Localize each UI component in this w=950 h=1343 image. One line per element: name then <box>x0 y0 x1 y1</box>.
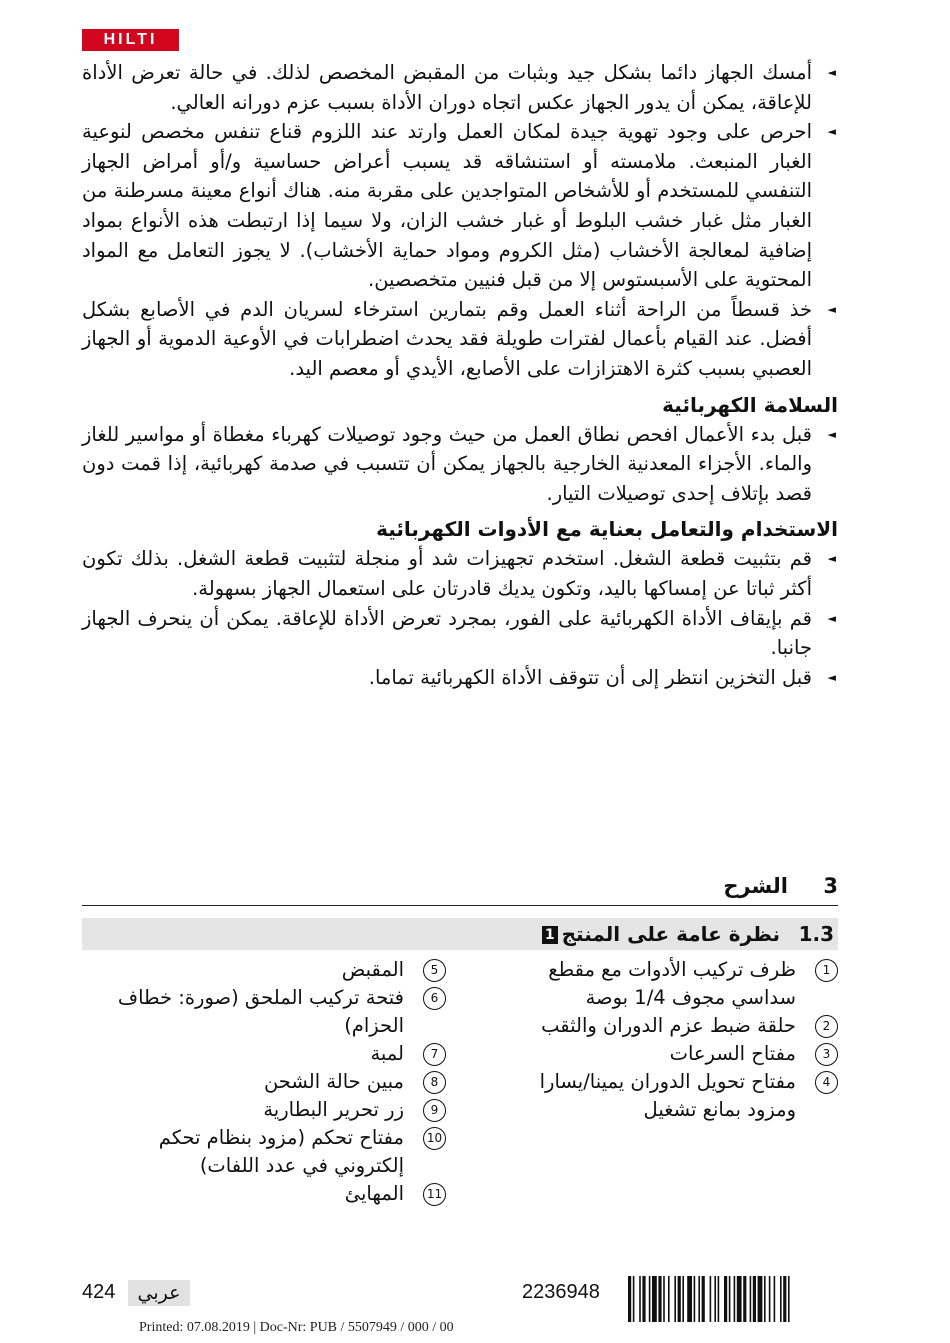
part-item: 11 المهايئ <box>90 1180 446 1208</box>
parts-list-left <box>90 956 446 1208</box>
part-item: 6 فتحة تركيب الملحق (صورة: خطاف الحزام) <box>90 984 446 1040</box>
doc-number: 2236948 <box>522 1281 600 1303</box>
barcode-icon <box>628 1276 838 1322</box>
circled-number-icon: 4 <box>815 1071 838 1094</box>
bullet-arrow-icon: ◄ <box>827 611 836 625</box>
chapter-heading <box>82 871 838 906</box>
part-item: 4 مفتاح تحويل الدوران يمينا/يسارا ومزود بمانع تشغيل <box>530 1068 838 1124</box>
part-item: 8 مبين حالة الشحن <box>90 1068 446 1096</box>
instruction-storage: ◄ قبل التخزين انتظر إلى أن تتوقف الأداة الكهربائية تماما. <box>82 663 838 693</box>
bullet-arrow-icon: ◄ <box>827 427 836 441</box>
circled-number-icon: 10 <box>423 1127 446 1150</box>
chapter-title: الشرح <box>723 874 788 898</box>
bullet-arrow-icon: ◄ <box>827 302 836 316</box>
circled-number-icon: 9 <box>423 1099 446 1122</box>
part-item: 9 زر تحرير البطارية <box>90 1096 446 1124</box>
safety-instructions <box>82 58 838 692</box>
figure-ref-badge: 1 <box>542 926 558 944</box>
print-info: Printed: 07.08.2019 | Doc-Nr: PUB / 5507949 / 000 / 00 <box>139 1320 454 1335</box>
instruction-breaks: ◄ خذ قسطاً من الراحة أثناء العمل وقم بتمارين استرخاء لسريان الدم في الأصابع بشكل أفضل. عند القيام بأعمال لفترات طويلة فقد يحدث اضطرابات في الأوعية الدموية أو الجهاز العصبي بسبب كثرة الاهتزازات على الأصابع، الأيدي أو معصم اليد. <box>82 295 838 384</box>
subsection-bar <box>82 918 838 950</box>
part-item: 10 مفتاح تحكم (مزود بنظام تحكم إلكتروني في عدد اللفات) <box>90 1124 446 1180</box>
circled-number-icon: 6 <box>423 987 446 1010</box>
hilti-logo: HILTI <box>82 29 179 51</box>
circled-number-icon: 1 <box>815 959 838 982</box>
bullet-arrow-icon: ◄ <box>827 670 836 684</box>
circled-number-icon: 7 <box>423 1043 446 1066</box>
circled-number-icon: 3 <box>815 1043 838 1066</box>
part-item: 7 لمبة <box>90 1040 446 1068</box>
circled-number-icon: 5 <box>423 959 446 982</box>
language-tab: عربي <box>128 1280 190 1306</box>
instruction-check-wiring: ◄ قبل بدء الأعمال افحص نطاق العمل من حيث وجود توصيلات كهرباء مغطاة أو مواسير للغاز والماء. الأجزاء المعدنية الخارجية بالجهاز يمكن أن تتسبب في صدمة كهربائية، إذا قمت دون قصد بإتلاف إحدى توصيلات التيار. <box>82 420 838 509</box>
circled-number-icon: 2 <box>815 1015 838 1038</box>
circled-number-icon: 11 <box>423 1183 446 1206</box>
part-item: 5 المقبض <box>90 956 446 984</box>
bullets-group-2 <box>82 420 838 509</box>
circled-number-icon: 8 <box>423 1071 446 1094</box>
instruction-ventilation: ◄ احرص على وجود تهوية جيدة لمكان العمل وارتد عند اللزوم قناع تنفس مخصص لنوعية الغبار المنبعث. ملامسته أو استنشاقه قد يسبب أعراض حساسية و/أو أمراض الجهاز التنفسي للمستخدم أو للأشخاص المتواجدين على مقربة منه. هناك أنواع معينة مسرطنة من الغبار مثل غبار خشب البلوط أو غبار خشب الزان، ولا سيما إذا ارتبطت هذه الأنواع بمواد إضافية لمعالجة الأخشاب (مثل الكروم ومواد حماية الأخشاب). لا يجوز التعامل مع المواد المحتوية على الأسبستوس إلا من قبل فنيين متخصصين. <box>82 117 838 295</box>
bullet-arrow-icon: ◄ <box>827 66 836 79</box>
part-item: 2 حلقة ضبط عزم الدوران والثقب <box>530 1012 838 1040</box>
bullet-arrow-icon: ◄ <box>827 552 836 566</box>
subsection-number: 1.3 <box>798 922 834 946</box>
heading-tool-use: الاستخدام والتعامل بعناية مع الأدوات الكهربائية <box>376 517 838 542</box>
instruction-secure-workpiece: ◄ قم بتثبيت قطعة الشغل. استخدم تجهيزات شد أو منجلة لتثبيت قطعة الشغل. بذلك تكون أكثر ثباتا عن إمساكها باليد، وتكون يديك قادرتان على استعمال الجهاز بسهولة. <box>82 544 838 603</box>
heading-electrical-safety: السلامة الكهربائية <box>662 392 838 417</box>
subsection-title: نظرة عامة على المنتج1 <box>542 919 780 949</box>
parts-list-right <box>530 956 838 1124</box>
part-item: 3 مفتاح السرعات <box>530 1040 838 1068</box>
page-number: 424 <box>82 1281 116 1303</box>
instruction-switch-off: ◄ قم بإيقاف الأداة الكهربائية على الفور، بمجرد تعرض الأداة للإعاقة. يمكن أن ينحرف الجهاز جانبا. <box>82 604 838 663</box>
bullets-group-1 <box>82 58 838 384</box>
part-item: 1 ظرف تركيب الأدوات مع مقطع سداسي مجوف 1/4 بوصة <box>530 956 838 1012</box>
bullets-group-3 <box>82 544 838 692</box>
bullet-arrow-icon: ◄ <box>827 125 836 139</box>
instruction-grip: ◄ أمسك الجهاز دائما بشكل جيد وبثبات من المقبض المخصص لذلك. في حالة تعرض الأداة للإعاقة، يمكن أن يدور الجهاز عكس اتجاه دوران الأداة بسبب عزم دورانه العالي. <box>82 58 838 117</box>
chapter-number: 3 <box>823 874 838 898</box>
